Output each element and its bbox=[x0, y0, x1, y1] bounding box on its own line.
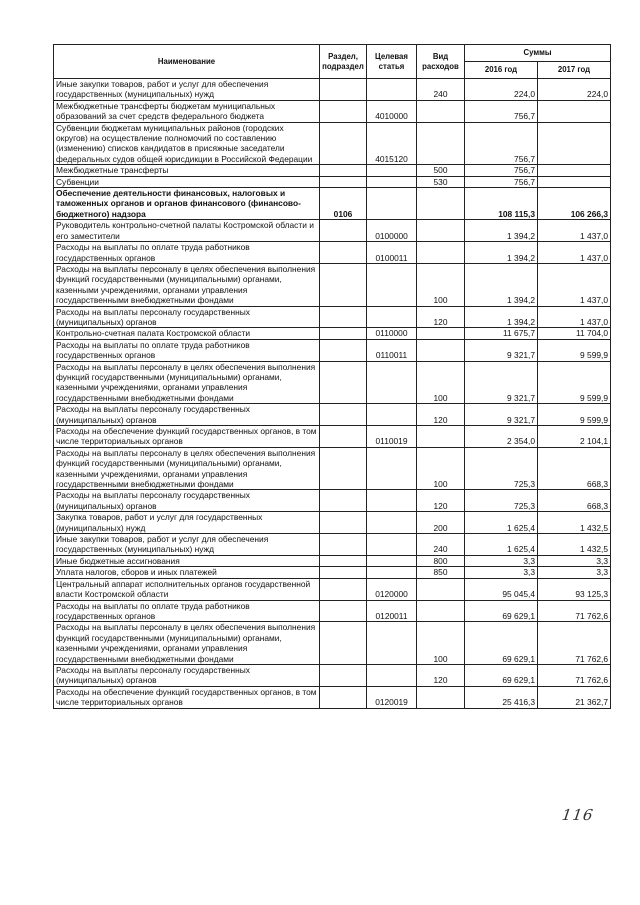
cell-kind bbox=[417, 578, 465, 600]
cell-kind: 850 bbox=[417, 567, 465, 578]
cell-sec bbox=[320, 555, 367, 566]
cell-art bbox=[367, 176, 417, 187]
cell-name: Расходы на выплаты персоналу в целях обеспечения выполнения функций государственными (муниципальными) органами, казенными учреждениями, органами управления государственными внебюджетными фондами bbox=[54, 361, 320, 404]
table-row bbox=[54, 242, 611, 264]
cell-s17: 93 125,3 bbox=[538, 578, 611, 600]
cell-name: Расходы на выплаты персоналу в целях обеспечения выполнения функций государственными (муниципальными) органами, казенными учреждениями, органами управления государственными внебюджетными фондами bbox=[54, 447, 320, 490]
cell-s17: 9 599,9 bbox=[538, 361, 611, 404]
cell-kind: 120 bbox=[417, 404, 465, 426]
cell-art bbox=[367, 664, 417, 686]
cell-name: Расходы на выплаты персоналу государственных (муниципальных) органов bbox=[54, 664, 320, 686]
cell-name: Уплата налогов, сборов и иных платежей bbox=[54, 567, 320, 578]
header-kind: Вид расходов bbox=[417, 45, 465, 79]
cell-name: Расходы на выплаты по оплате труда работников государственных органов bbox=[54, 339, 320, 361]
cell-s16: 69 629,1 bbox=[465, 622, 538, 665]
page-number: 116 bbox=[560, 806, 595, 824]
cell-s16: 9 321,7 bbox=[465, 404, 538, 426]
cell-kind bbox=[417, 188, 465, 220]
cell-s17: 1 437,0 bbox=[538, 263, 611, 306]
cell-sec bbox=[320, 664, 367, 686]
cell-s17: 1 437,0 bbox=[538, 242, 611, 264]
cell-name: Расходы на выплаты персоналу государственных (муниципальных) органов bbox=[54, 404, 320, 426]
cell-name: Расходы на выплаты персоналу в целях обеспечения выполнения функций государственными (муниципальными) органами, казенными учреждениями, органами управления государственными внебюджетными фондами bbox=[54, 263, 320, 306]
table-row bbox=[54, 426, 611, 448]
cell-s16: 95 045,4 bbox=[465, 578, 538, 600]
cell-art: 0100000 bbox=[367, 220, 417, 242]
cell-kind: 100 bbox=[417, 361, 465, 404]
cell-s16: 725,3 bbox=[465, 447, 538, 490]
cell-art bbox=[367, 306, 417, 328]
cell-s16: 1 625,4 bbox=[465, 534, 538, 556]
table-row bbox=[54, 188, 611, 220]
cell-name: Межбюджетные трансферты бюджетам муниципальных образований за счет средств федерального бюджета bbox=[54, 100, 320, 122]
cell-s16: 1 625,4 bbox=[465, 512, 538, 534]
table-row bbox=[54, 555, 611, 566]
header-2016: 2016 год bbox=[465, 62, 538, 79]
table-row bbox=[54, 165, 611, 176]
cell-kind: 240 bbox=[417, 79, 465, 101]
header-2017: 2017 год bbox=[538, 62, 611, 79]
cell-sec bbox=[320, 567, 367, 578]
cell-s17: 3,3 bbox=[538, 567, 611, 578]
cell-art bbox=[367, 188, 417, 220]
cell-sec bbox=[320, 165, 367, 176]
table-row bbox=[54, 600, 611, 622]
cell-sec bbox=[320, 622, 367, 665]
cell-sec bbox=[320, 220, 367, 242]
cell-s16: 756,7 bbox=[465, 165, 538, 176]
cell-s16: 756,7 bbox=[465, 100, 538, 122]
cell-kind: 500 bbox=[417, 165, 465, 176]
cell-s17: 2 104,1 bbox=[538, 426, 611, 448]
cell-name: Руководитель контрольно-счетной палаты Костромской области и его заместители bbox=[54, 220, 320, 242]
cell-art bbox=[367, 534, 417, 556]
cell-sec bbox=[320, 447, 367, 490]
cell-kind bbox=[417, 686, 465, 708]
table-row bbox=[54, 220, 611, 242]
cell-s17: 224,0 bbox=[538, 79, 611, 101]
cell-art bbox=[367, 555, 417, 566]
cell-name: Расходы на обеспечение функций государственных органов, в том числе территориальных органов bbox=[54, 686, 320, 708]
cell-sec bbox=[320, 328, 367, 339]
cell-kind: 240 bbox=[417, 534, 465, 556]
cell-s16: 25 416,3 bbox=[465, 686, 538, 708]
cell-name: Контрольно-счетная палата Костромской области bbox=[54, 328, 320, 339]
header-section: Раздел, подраздел bbox=[320, 45, 367, 79]
cell-kind bbox=[417, 220, 465, 242]
cell-s16: 725,3 bbox=[465, 490, 538, 512]
cell-art bbox=[367, 567, 417, 578]
cell-s17: 1 437,0 bbox=[538, 306, 611, 328]
cell-sec bbox=[320, 306, 367, 328]
cell-art bbox=[367, 622, 417, 665]
cell-sec bbox=[320, 263, 367, 306]
cell-art bbox=[367, 404, 417, 426]
cell-s17: 668,3 bbox=[538, 490, 611, 512]
cell-name: Расходы на выплаты персоналу государственных (муниципальных) органов bbox=[54, 306, 320, 328]
cell-art: 0120000 bbox=[367, 578, 417, 600]
cell-sec: 0106 bbox=[320, 188, 367, 220]
budget-table bbox=[53, 44, 611, 709]
cell-name: Расходы на обеспечение функций государственных органов, в том числе территориальных органов bbox=[54, 426, 320, 448]
cell-sec bbox=[320, 426, 367, 448]
cell-s17: 9 599,9 bbox=[538, 404, 611, 426]
cell-art: 4015120 bbox=[367, 122, 417, 165]
cell-name: Центральный аппарат исполнительных органов государственной власти Костромской области bbox=[54, 578, 320, 600]
table-row bbox=[54, 447, 611, 490]
table-row bbox=[54, 339, 611, 361]
cell-sec bbox=[320, 600, 367, 622]
cell-s17: 3,3 bbox=[538, 555, 611, 566]
cell-s16: 3,3 bbox=[465, 567, 538, 578]
cell-art bbox=[367, 512, 417, 534]
cell-kind bbox=[417, 122, 465, 165]
cell-s16: 2 354,0 bbox=[465, 426, 538, 448]
table-row bbox=[54, 567, 611, 578]
table-row bbox=[54, 534, 611, 556]
cell-s17: 668,3 bbox=[538, 447, 611, 490]
cell-sec bbox=[320, 490, 367, 512]
cell-art bbox=[367, 447, 417, 490]
cell-kind: 100 bbox=[417, 263, 465, 306]
cell-s17: 11 704,0 bbox=[538, 328, 611, 339]
table-row bbox=[54, 263, 611, 306]
cell-kind bbox=[417, 600, 465, 622]
cell-art bbox=[367, 165, 417, 176]
cell-s16: 108 115,3 bbox=[465, 188, 538, 220]
cell-s17 bbox=[538, 122, 611, 165]
cell-sec bbox=[320, 578, 367, 600]
cell-s17: 71 762,6 bbox=[538, 622, 611, 665]
cell-s16: 69 629,1 bbox=[465, 664, 538, 686]
cell-sec bbox=[320, 361, 367, 404]
cell-s17: 1 437,0 bbox=[538, 220, 611, 242]
table-row bbox=[54, 361, 611, 404]
cell-sec bbox=[320, 339, 367, 361]
table-row bbox=[54, 122, 611, 165]
cell-sec bbox=[320, 534, 367, 556]
cell-kind: 120 bbox=[417, 490, 465, 512]
cell-art bbox=[367, 490, 417, 512]
cell-s17: 106 266,3 bbox=[538, 188, 611, 220]
cell-art bbox=[367, 79, 417, 101]
cell-s16: 9 321,7 bbox=[465, 361, 538, 404]
cell-s16: 11 675,7 bbox=[465, 328, 538, 339]
cell-sec bbox=[320, 512, 367, 534]
cell-s16: 69 629,1 bbox=[465, 600, 538, 622]
cell-s17: 1 432,5 bbox=[538, 512, 611, 534]
cell-s16: 756,7 bbox=[465, 122, 538, 165]
header-article: Целевая статья bbox=[367, 45, 417, 79]
cell-s17: 9 599,9 bbox=[538, 339, 611, 361]
cell-s16: 1 394,2 bbox=[465, 263, 538, 306]
table-row bbox=[54, 79, 611, 101]
cell-sec bbox=[320, 176, 367, 187]
cell-kind bbox=[417, 339, 465, 361]
cell-art: 0110000 bbox=[367, 328, 417, 339]
cell-kind: 120 bbox=[417, 306, 465, 328]
cell-name: Межбюджетные трансферты bbox=[54, 165, 320, 176]
cell-sec bbox=[320, 686, 367, 708]
cell-kind bbox=[417, 426, 465, 448]
table-row bbox=[54, 404, 611, 426]
cell-kind: 120 bbox=[417, 664, 465, 686]
table-row bbox=[54, 686, 611, 708]
cell-sec bbox=[320, 100, 367, 122]
cell-s17: 1 432,5 bbox=[538, 534, 611, 556]
table-body bbox=[54, 79, 611, 709]
cell-kind: 100 bbox=[417, 447, 465, 490]
cell-kind bbox=[417, 328, 465, 339]
table-row bbox=[54, 622, 611, 665]
header-sums: Суммы bbox=[465, 45, 611, 62]
cell-kind: 100 bbox=[417, 622, 465, 665]
cell-s16: 224,0 bbox=[465, 79, 538, 101]
table-row bbox=[54, 100, 611, 122]
cell-name: Субвенции bbox=[54, 176, 320, 187]
cell-s17: 21 362,7 bbox=[538, 686, 611, 708]
cell-art: 0120019 bbox=[367, 686, 417, 708]
table-row bbox=[54, 328, 611, 339]
cell-s16: 756,7 bbox=[465, 176, 538, 187]
cell-s16: 3,3 bbox=[465, 555, 538, 566]
cell-kind: 530 bbox=[417, 176, 465, 187]
cell-name: Расходы на выплаты персоналу государственных (муниципальных) органов bbox=[54, 490, 320, 512]
cell-sec bbox=[320, 122, 367, 165]
cell-s16: 9 321,7 bbox=[465, 339, 538, 361]
cell-art: 0110019 bbox=[367, 426, 417, 448]
cell-art: 0100011 bbox=[367, 242, 417, 264]
table-row bbox=[54, 664, 611, 686]
cell-s16: 1 394,2 bbox=[465, 242, 538, 264]
cell-name: Обеспечение деятельности финансовых, налоговых и таможенных органов и органов финансового (финансово-бюджетного) надзора bbox=[54, 188, 320, 220]
table-row bbox=[54, 306, 611, 328]
cell-name: Иные закупки товаров, работ и услуг для обеспечения государственных (муниципальных) нужд bbox=[54, 79, 320, 101]
cell-name: Закупка товаров, работ и услуг для государственных (муниципальных) нужд bbox=[54, 512, 320, 534]
table-row bbox=[54, 512, 611, 534]
cell-s17 bbox=[538, 176, 611, 187]
cell-s16: 1 394,2 bbox=[465, 220, 538, 242]
cell-kind: 200 bbox=[417, 512, 465, 534]
cell-name: Расходы на выплаты персоналу в целях обеспечения выполнения функций государственными (муниципальными) органами, казенными учреждениями, органами управления государственными внебюджетными фондами bbox=[54, 622, 320, 665]
cell-s17: 71 762,6 bbox=[538, 664, 611, 686]
cell-name: Субвенции бюджетам муниципальных районов (городских округов) на осуществление полномочий по составлению (изменению) списков кандидатов в присяжные заседатели федеральных судов общей юрисдикции в Российской Федерации bbox=[54, 122, 320, 165]
cell-name: Иные бюджетные ассигнования bbox=[54, 555, 320, 566]
cell-art bbox=[367, 263, 417, 306]
cell-sec bbox=[320, 242, 367, 264]
cell-art: 4010000 bbox=[367, 100, 417, 122]
cell-sec bbox=[320, 79, 367, 101]
cell-name: Расходы на выплаты по оплате труда работников государственных органов bbox=[54, 242, 320, 264]
table-row bbox=[54, 578, 611, 600]
cell-art bbox=[367, 361, 417, 404]
cell-art: 0120011 bbox=[367, 600, 417, 622]
table-row bbox=[54, 490, 611, 512]
cell-art: 0110011 bbox=[367, 339, 417, 361]
header-name: Наименование bbox=[54, 45, 320, 79]
cell-kind bbox=[417, 242, 465, 264]
cell-sec bbox=[320, 404, 367, 426]
cell-kind: 800 bbox=[417, 555, 465, 566]
cell-s17 bbox=[538, 100, 611, 122]
cell-name: Расходы на выплаты по оплате труда работников государственных органов bbox=[54, 600, 320, 622]
cell-s16: 1 394,2 bbox=[465, 306, 538, 328]
cell-s17: 71 762,6 bbox=[538, 600, 611, 622]
cell-name: Иные закупки товаров, работ и услуг для обеспечения государственных (муниципальных) нужд bbox=[54, 534, 320, 556]
cell-s17 bbox=[538, 165, 611, 176]
cell-kind bbox=[417, 100, 465, 122]
table-row bbox=[54, 176, 611, 187]
